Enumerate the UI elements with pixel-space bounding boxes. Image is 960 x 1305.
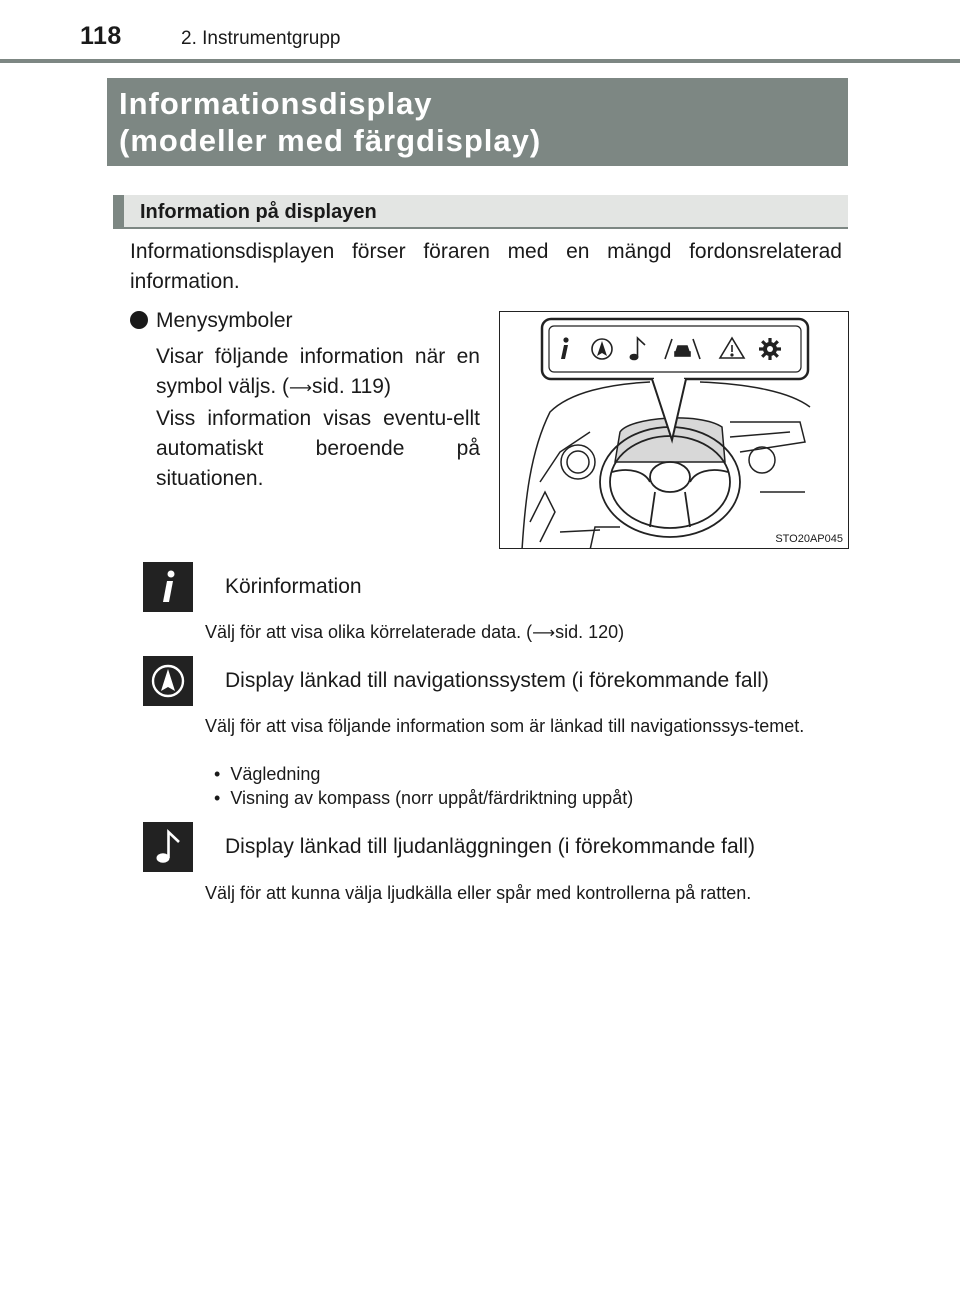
item-title-audio: Display länkad till ljudanläggningen (i förekommande fall) [225,835,755,858]
navigation-icon [143,656,193,706]
sub-item-text: Visning av kompass (norr uppåt/färdriktning uppåt) [230,788,634,808]
item-desc-navigation: Välj för att visa följande information som är länkad till navigationssys-temet. [205,716,805,736]
item-desc-driving-info [205,620,845,646]
bullet-label: Menysymboler [156,309,293,332]
sub-item-compass: • Visning av kompass (norr uppåt/färdriktning uppåt) [214,788,634,808]
info-icon [143,562,193,612]
dash-curve-left [522,382,650,549]
header-divider [0,59,960,63]
title-banner [107,78,848,166]
section-heading [113,195,848,229]
bullet-heading [130,307,293,335]
bullet-dot-icon [130,311,148,329]
item-desc-text: Välj för att visa olika körrelaterade data. ( [205,622,533,642]
music-note-icon [143,822,193,872]
dashboard-figure [499,311,849,549]
settings-gear-icon [759,338,781,360]
bullet-ref: sid. 119) [311,375,391,398]
item-desc-audio: Välj för att kunna välja ljudkälla eller spår med kontrollerna på ratten. [205,883,752,903]
sub-item-guidance: • Vägledning [214,764,321,784]
dash-curve-right [700,382,810,407]
dashboard-illustration [500,312,849,549]
title-line-1: Informationsdisplay [119,86,433,121]
chapter-title: 2. Instrumentgrupp [181,28,341,49]
arrow-right-icon: ⟶ [532,625,556,642]
arrow-right-icon: ⟶ [289,380,312,397]
door-handle [530,492,555,542]
item-title-navigation: Display länkad till navigationssystem (i förekommande fall) [225,669,769,692]
item-title-driving-info: Körinformation [225,575,362,598]
bullet-text-2: Viss information visas eventu-ellt automatiskt beroende på situationen. [156,407,480,490]
dash-line-1 [540,432,590,482]
section-title: Information på displayen [140,201,377,223]
sub-item-text: Vägledning [230,764,321,784]
bullet-description [156,342,480,494]
intro-paragraph: Informationsdisplayen förser föraren med en mängd fordonsrelaterad information. [130,240,842,293]
item-ref: sid. 120) [555,622,625,642]
figure-id: STO20AP045 [775,533,843,545]
bullet-text-1: Visar följande information när en symbol väljs. ( [156,345,480,398]
title-line-2: (modeller med färgdisplay) [119,123,542,158]
page-number: 118 [80,22,122,50]
